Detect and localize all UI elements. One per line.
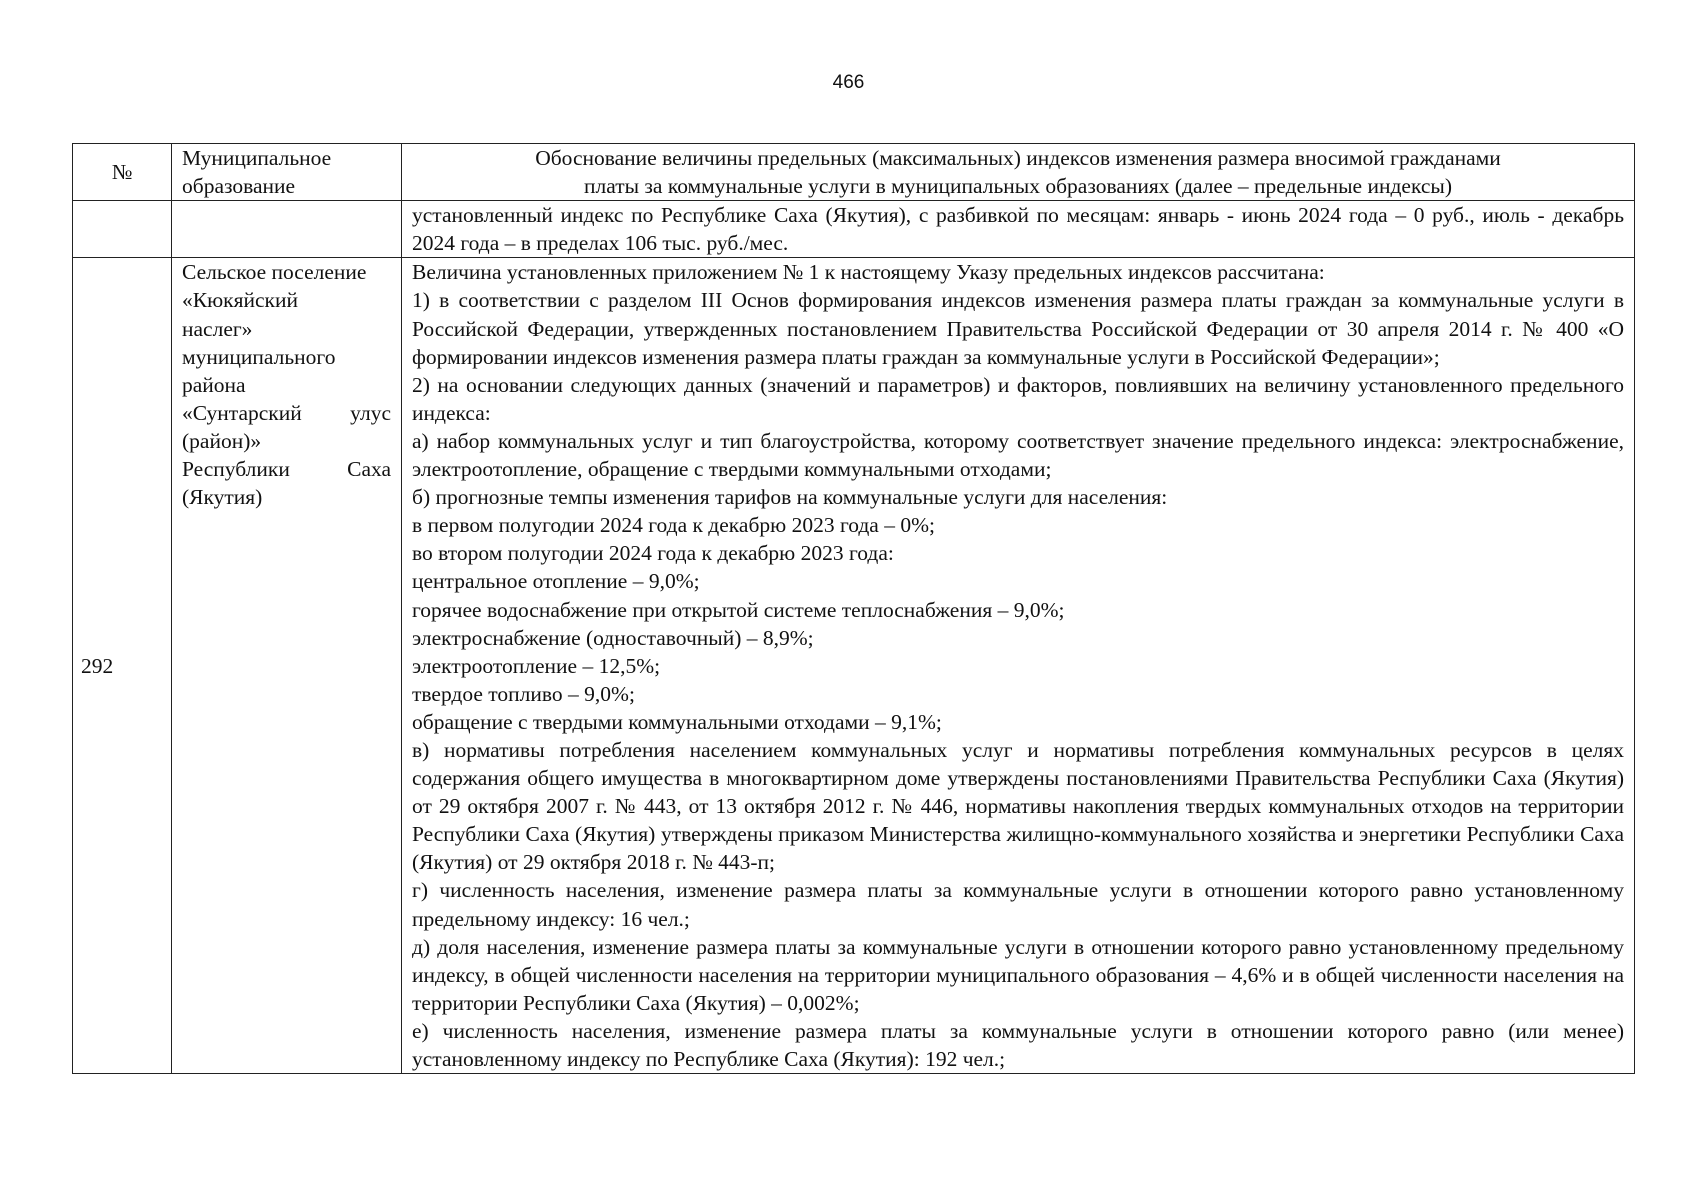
municipality-line: района <box>182 372 246 397</box>
description-paragraph: горячее водоснабжение при открытой системе теплоснабжения – 9,0%; <box>412 597 1065 622</box>
description-paragraph: электроснабжение (одноставочный) – 8,9%; <box>412 625 814 650</box>
description-paragraph: центральное отопление – 9,0%; <box>412 569 700 594</box>
continuation-description-cell <box>402 201 1635 258</box>
continuation-text: установленный индекс по Республике Саха (Якутия), с разбивкой по месяцам: январь - июнь 2024 года – 0 руб., июль - декабрь 2024 года – в пределах 106 тыс. руб./мес. <box>412 203 1624 256</box>
description-paragraph: Величина установленных приложением № 1 к настоящему Указу предельных индексов рассчитана: <box>412 260 1325 285</box>
municipality-line: «Сунтарский улус <box>182 400 391 425</box>
municipality-line: (Якутия) <box>182 485 263 510</box>
description-paragraph: 1) в соответствии с разделом III Основ формирования индексов изменения размера платы граждан за коммунальные услуги в Российской Федерации, утвержденных постановлением Правительства Российской Федерации от 30 апреля 2014 г. № 400 «О формировании индексов изменения размера платы граждан за коммунальные услуги в Российской Федерации»; <box>412 288 1624 369</box>
page-number: 466 <box>832 72 865 93</box>
description-paragraph: е) численность населения, изменение размера платы за коммунальные услуги в отношении которого равно (или менее) установленному индексу по Республике Саха (Якутия): 192 чел.; <box>412 1018 1624 1071</box>
header-description <box>402 144 1635 201</box>
continuation-row <box>73 201 1635 258</box>
header-description-line: Обоснование величины предельных (максимальных) индексов изменения размера вносимой гражданами <box>535 146 1501 170</box>
description-paragraph: твердое топливо – 9,0%; <box>412 681 635 706</box>
row-number: 292 <box>73 258 172 1074</box>
description-paragraph: обращение с твердыми коммунальными отходами – 9,1%; <box>412 709 942 734</box>
header-municipality-line: Муниципальное <box>182 146 332 170</box>
justification-table <box>72 143 1635 1074</box>
municipality-line: Республики Саха <box>182 457 391 482</box>
municipality-cell <box>172 258 402 1074</box>
description-paragraph: электроотопление – 12,5%; <box>412 653 661 678</box>
continuation-municipality-cell <box>172 201 402 258</box>
header-description-line: платы за коммунальные услуги в муниципальных образованиях (далее – предельные индексы) <box>584 174 1452 199</box>
description-paragraph: б) прогнозные темпы изменения тарифов на коммунальные услуги для населения: <box>412 485 1168 510</box>
description-cell <box>402 258 1635 1074</box>
description-paragraph: в) нормативы потребления населением коммунальных услуг и нормативы потребления коммунальных ресурсов в целях содержания общего имущества в многоквартирном доме утверждены постановлениями Правительства Республики Саха (Якутия) от 29 октября 2007 г. № 443, от 13 октября 2012 г. № 446, нормативы накопления твердых коммунальных отходов на территории Республики Саха (Якутия) утверждены приказом Министерства жилищно-коммунального хозяйства и энергетики Республики Саха (Якутия) от 29 октября 2018 г. № 443-п; <box>412 737 1624 875</box>
description-paragraph: во втором полугодии 2024 года к декабрю 2023 года: <box>412 541 894 566</box>
description-paragraph: г) численность населения, изменение размера платы за коммунальные услуги в отношении которого равно установленному предельному индексу: 16 чел.; <box>412 878 1624 931</box>
description-paragraph: в первом полугодии 2024 года к декабрю 2023 года – 0%; <box>412 513 935 538</box>
header-num: № <box>73 144 172 201</box>
description-paragraph: д) доля населения, изменение размера платы за коммунальные услуги в отношении которого равно установленному предельному индексу, в общей численности населения на территории муниципального образования – 4,6% и в общей численности населения на территории Республики Саха (Якутия) – 0,002%; <box>412 934 1624 1015</box>
table-row <box>73 258 1635 1074</box>
municipality-line: (район)» <box>182 428 262 453</box>
municipality-line: муниципального <box>182 344 336 369</box>
table-header-row <box>73 144 1635 201</box>
header-municipality <box>172 144 402 201</box>
continuation-num-cell <box>73 201 172 258</box>
description-paragraph: а) набор коммунальных услуг и тип благоустройства, которому соответствует значение предельного индекса: электроснабжение, электроотопление, обращение с твердыми коммунальными отходами; <box>412 428 1624 482</box>
description-paragraph: 2) на основании следующих данных (значений и параметров) и факторов, повлиявших на величину установленного предельного индекса: <box>412 372 1624 425</box>
municipality-line: наслег» <box>182 316 253 341</box>
municipality-line: Сельское поселение <box>182 260 367 285</box>
municipality-line: «Кюкяйский <box>182 288 298 313</box>
header-municipality-line: образование <box>182 174 296 199</box>
